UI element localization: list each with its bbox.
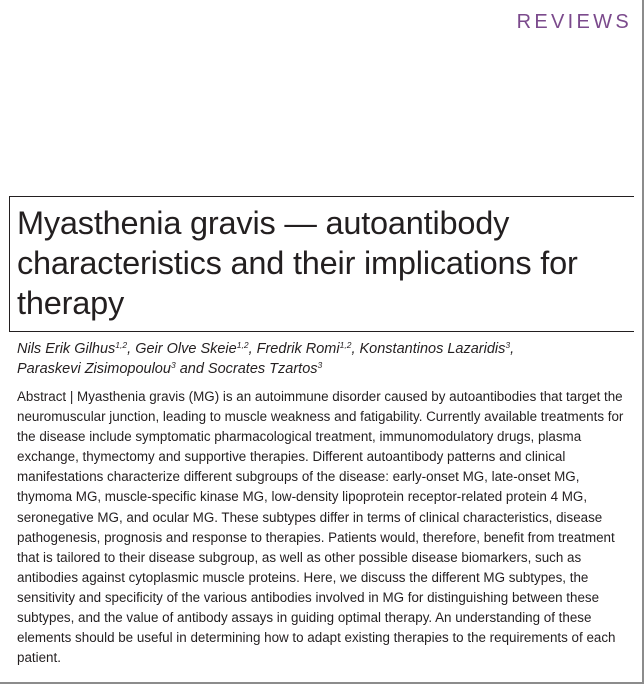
author-separator: , [351,341,360,357]
author-affiliation: 3 [317,360,323,370]
author-separator: , [510,341,515,357]
author-name: Fredrik Romi [256,341,340,357]
author-name: Geir Olve Skeie [135,341,237,357]
author-name: Nils Erik Gilhus [17,341,116,357]
author-name: Konstantinos Lazaridis [359,341,506,357]
authors-rule [9,331,634,332]
author-name: Socrates Tzartos [207,361,318,377]
author-list [17,339,617,379]
author-separator: , [248,341,257,357]
article-title: Myasthenia gravis — autoantibody characteristics and their implications for therapy [17,205,578,321]
author-affiliation: 3 [170,360,176,370]
author-affiliation: 1,2 [236,340,249,350]
abstract: Abstract | Myasthenia gravis (MG) is an autoimmune disorder caused by autoantibodies that target the neuromuscular junction, leading to muscle weakness and fatigability. Currently available treatments for the disease include symptomatic pharmacological treatment, immunomodulatory drugs, plasma exchange, thymectomy and supportive therapies. Different autoantibody patterns and clinical manifestations characterize different subgroups of the disease: early-onset MG, late-onset MG, thymoma MG, muscle-specific kinase MG, low-density lipoprotein receptor-related protein 4 MG, seronegative MG, and ocular MG. These subtypes differ in terms of clinical characteristics, disease pathogenesis, prognosis and response to therapies. Patients would, therefore, benefit from treatment that is tailored to their disease subgroup, as well as other possible disease biomarkers, such as antibodies against cytoplasmic muscle proteins. Here, we discuss the different MG subtypes, the sensitivity and specificity of the various antibodies involved in MG for distinguishing between these subtypes, and the value of antibody assays in guiding optimal therapy. An understanding of these elements should be useful in determining how to adapt existing therapies to the requirements of each patient. [17,389,624,666]
author-affiliation: 3 [505,340,511,350]
title-left-rule [9,196,10,332]
section-label: REVIEWS [516,11,632,33]
author-affiliation: 1,2 [339,340,352,350]
author-affiliation: 1,2 [115,340,128,350]
author-name: Paraskevi Zisimopoulou [17,361,171,377]
author-separator: , [127,341,136,357]
author-separator: and [175,361,208,377]
title-top-rule [9,196,634,197]
